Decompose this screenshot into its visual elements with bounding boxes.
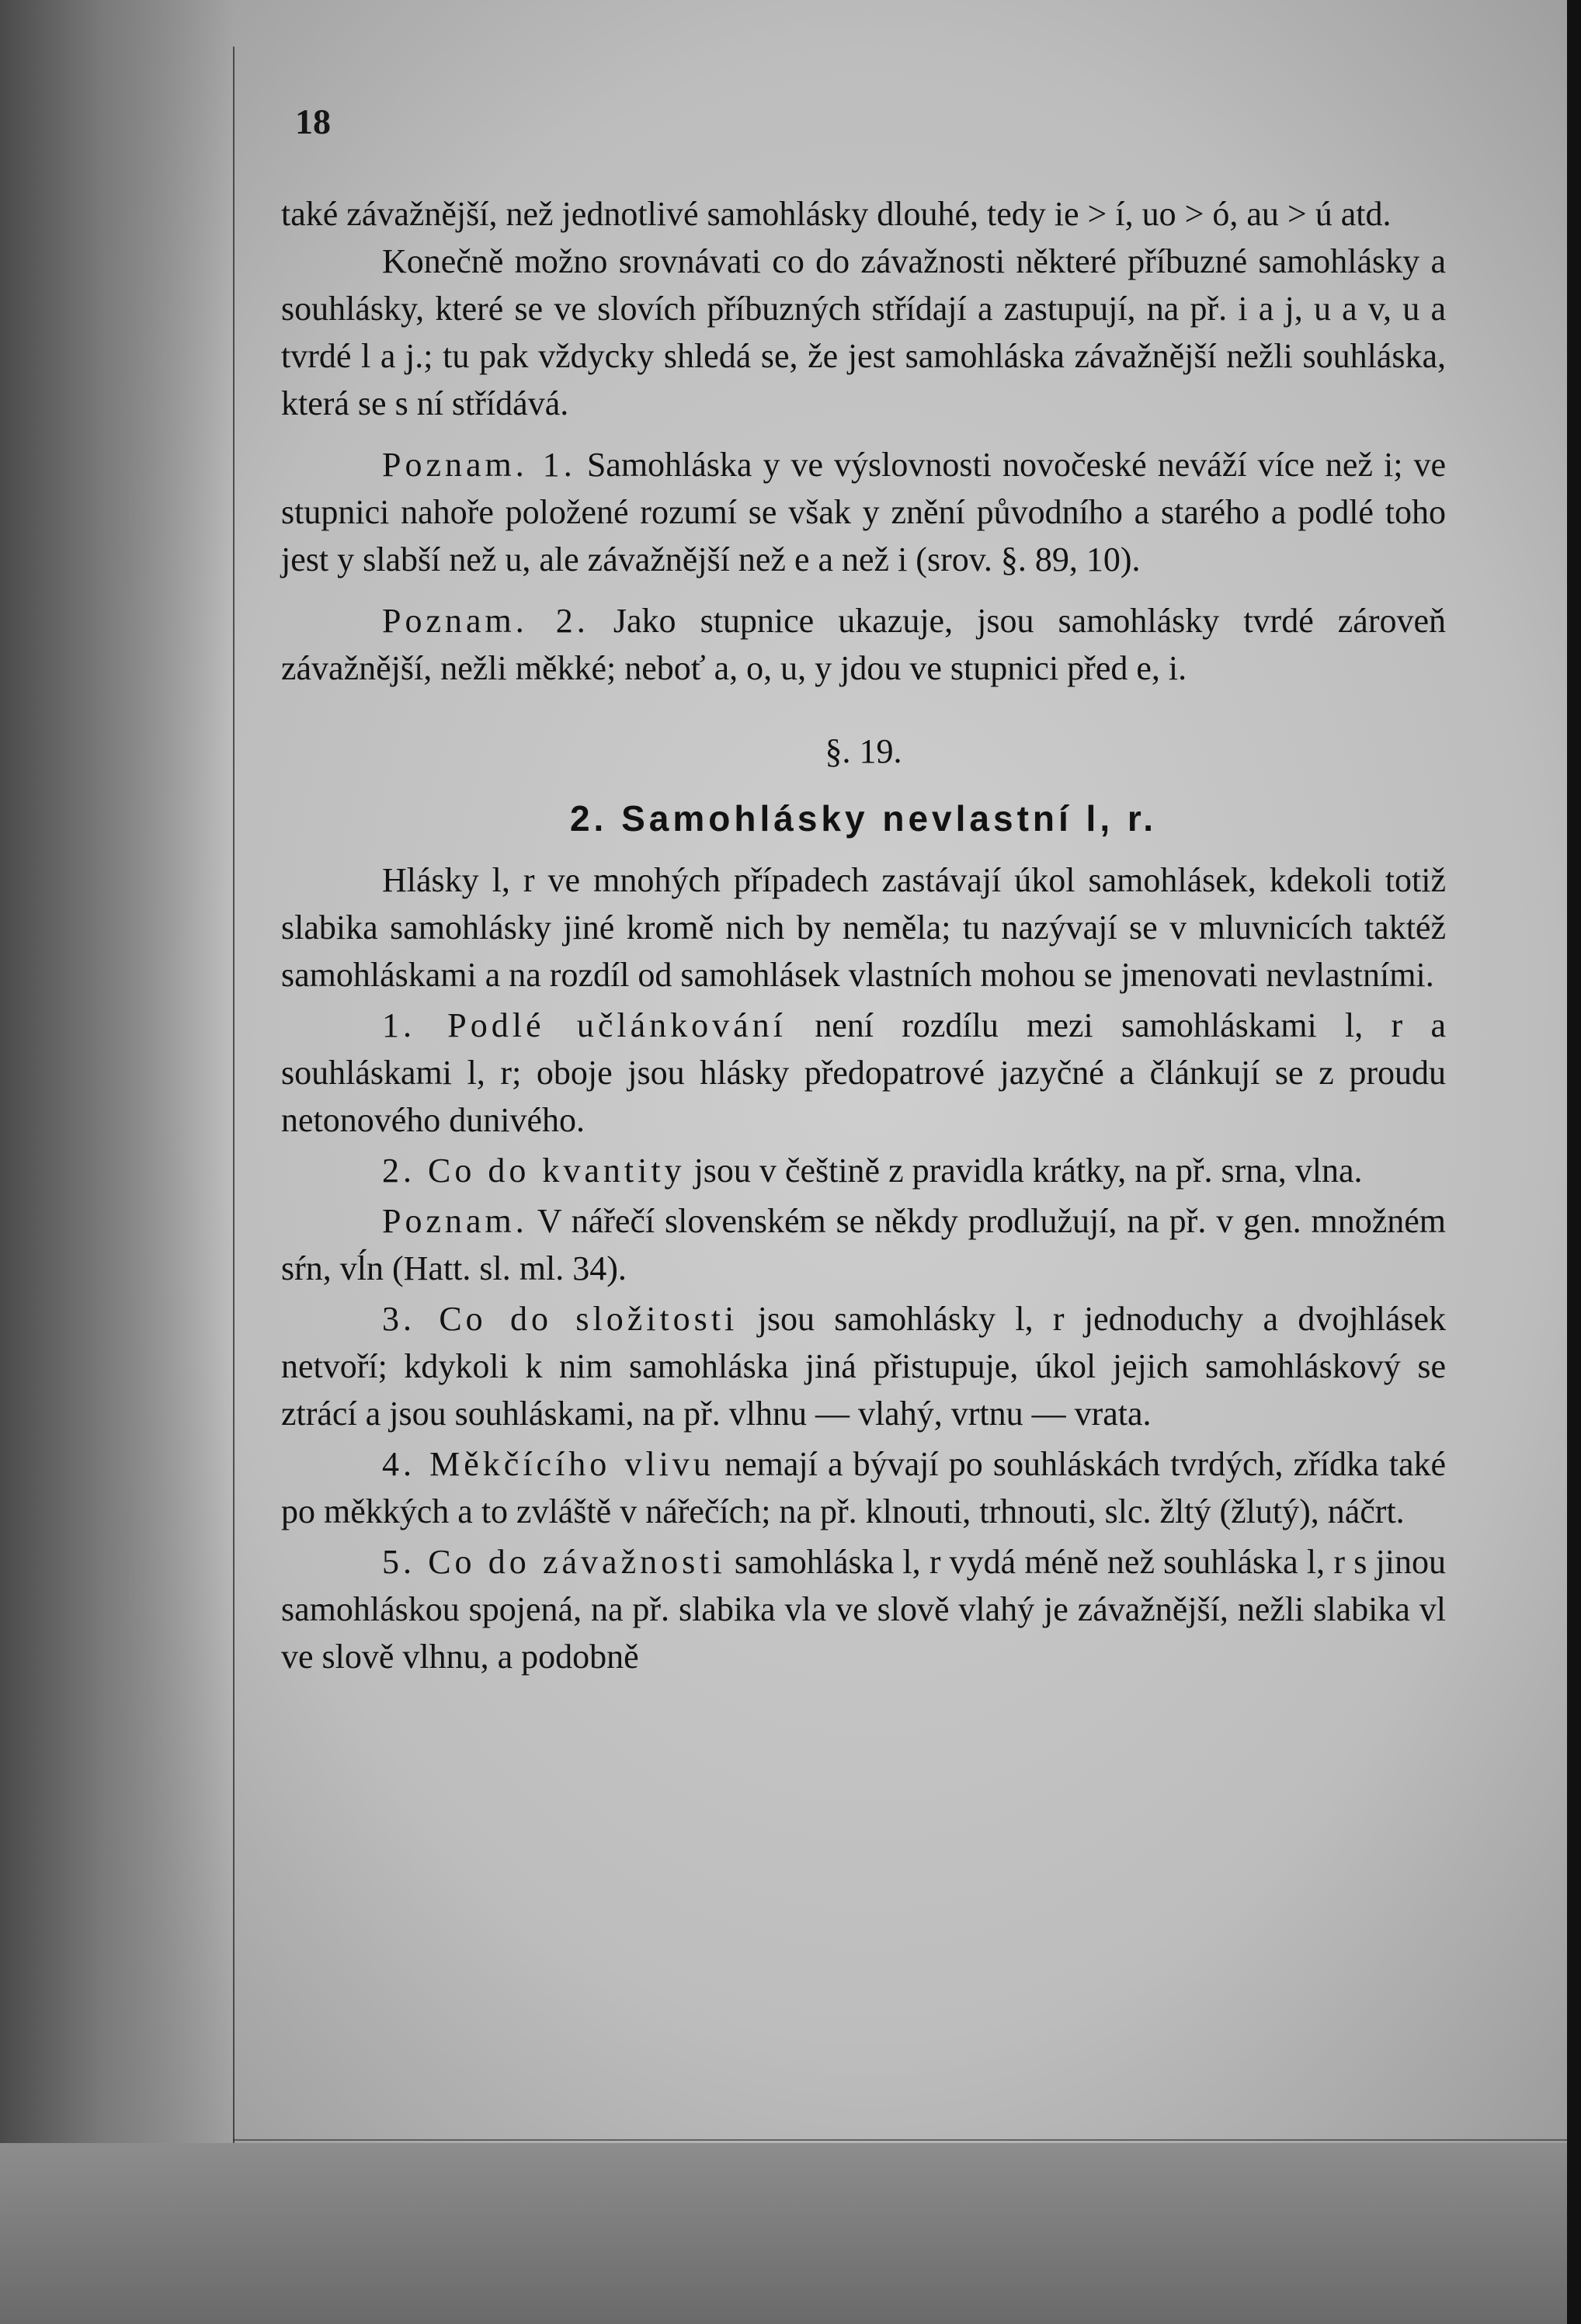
- section-heading: 2. Samohlásky nevlastní l, r.: [569, 798, 1158, 839]
- point-5-label: 5. Co do závažnosti: [382, 1543, 726, 1581]
- paragraph-comparison: Konečně možno srovnávati co do závažnosti některé příbuzné samohlásky a souhlásky, které se ve slovích příbuzných střídají a zastupují, na př. i a j, u a v, u a tvrdé l a j.; tu pak vždycky shledá se, že jest samohláska závažnější nežli souhláska, která se s ní střídává.: [281, 242, 1446, 422]
- bottom-edge-shadow: [0, 2143, 1567, 2324]
- point-3-label: 3. Co do složitosti: [382, 1300, 738, 1338]
- page-number: 18: [295, 102, 331, 141]
- note-2-label: Poznam. 2.: [382, 602, 589, 640]
- note-1-label: Poznam. 1.: [382, 446, 576, 484]
- point-4-text: nemají a bývají po souhláskách tvrdých, zřídka také po měkkých a to zvláště v nářečích; na př. klnouti, trhnouti, slc. žltý (žlutý), náčrt.: [281, 1445, 1447, 1530]
- paragraph-continued: také závažnější, než jednotlivé samohlásky dlouhé, tedy ie > í, uo > ó, au > ú atd.: [281, 195, 1392, 233]
- point-1-label: 1. Podlé učlánkování: [382, 1006, 787, 1044]
- bottom-margin-line: [233, 2139, 1567, 2141]
- point-3-text: jsou samohlásky l, r jednoduchy a dvojhlásek netvoří; kdykoli k nim samohláska jiná přistupuje, úkol jejich samohláskový se ztrácí a jsou souhláskami, na př. vlhnu — vlahý, vrtnu — vrata.: [281, 1300, 1447, 1433]
- point-4: [281, 1440, 1446, 1535]
- note-3-label: Poznam.: [382, 1202, 528, 1240]
- note-1: [281, 441, 1446, 583]
- left-margin-line: [233, 47, 235, 2143]
- page-spine-shadow: [0, 0, 233, 2324]
- note-3-text: V nářečí slovenském se někdy prodlužují, na př. v gen. množném sŕn, vĺn (Hatt. sl. ml. 34).: [281, 1202, 1446, 1287]
- page-text: [281, 190, 1446, 1680]
- point-3: [281, 1295, 1446, 1437]
- section-number: §. 19.: [825, 732, 902, 770]
- point-1-text: není rozdílu mezi samohláskami l, r a souhláskami l, r; oboje jsou hlásky předopatrové jazyčné a článkují se z proudu netonového dunivého.: [281, 1006, 1447, 1139]
- point-2-text: jsou v češtině z pravidla krátky, na př. srna, vlna.: [693, 1152, 1363, 1190]
- note-1-text: Samohláska y ve výslovnosti novočeské neváží více než i; ve stupnici nahoře položené rozumí se však y znění původního a starého a podlé toho jest y slabší než u, ale závažnější než e a než i (srov. §. 89, 10).: [281, 446, 1446, 578]
- right-edge-border: [1567, 0, 1581, 2324]
- section-intro: Hlásky l, r ve mnohých případech zastávají úkol samohlásek, kdekoli totiž slabika samohlásky jiné kromě nich by neměla; tu nazývají se v mluvnicích taktéž samohláskami a na rozdíl od samohlásek vlastních mohou se jmenovati nevlastními.: [281, 861, 1446, 994]
- note-3: [281, 1197, 1446, 1292]
- note-2-text: Jako stupnice ukazuje, jsou samohlásky tvrdé zároveň závažnější, nežli měkké; neboť a, o, u, y jdou ve stupnici před e, i.: [281, 602, 1447, 687]
- point-2: [281, 1147, 1446, 1194]
- point-5: [281, 1538, 1446, 1680]
- point-1: [281, 1002, 1446, 1144]
- point-5-text: samohláska l, r vydá méně než souhláska l, r s jinou samohláskou spojená, na př. slabika vla ve slově vlahý je závažnější, nežli slabika vl ve slově vlhnu, a podobně: [281, 1543, 1446, 1676]
- point-2-label: 2. Co do kvantity: [382, 1152, 686, 1190]
- note-2: [281, 597, 1446, 692]
- point-4-label: 4. Měkčícího vlivu: [382, 1445, 714, 1483]
